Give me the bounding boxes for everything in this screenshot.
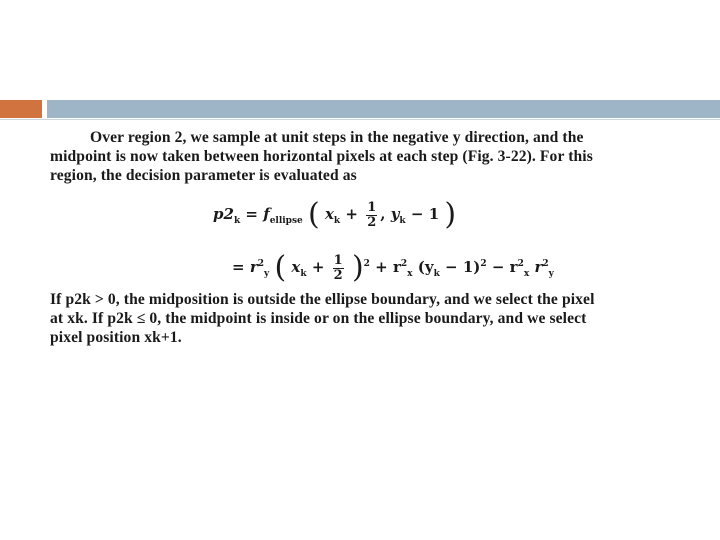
- paragraph-line: at xk. If p2k ≤ 0, the midpoint is inside or on the ellipse boundary, and we select: [50, 310, 587, 327]
- paragraph-line: region, the decision parameter is evaluated as: [50, 167, 357, 184]
- equation-decision-parameter: $p2_k = f_{ellipse}$ ( $x_k$ + $\frac{1}{2}$ , $y_k - 1$ ): [213, 197, 457, 232]
- header-title-bar: [47, 100, 720, 118]
- paragraph-line: pixel position xk+1.: [50, 329, 182, 346]
- paragraph-pixel-selection: [50, 290, 680, 347]
- paragraph-line: If p2k > 0, the midposition is outside the ellipse boundary, and we select the pixel: [50, 291, 595, 308]
- equation-decision-parameter-expanded: = $r^2_y$ ( $x_k$ + $\frac{1}{2}$ )$^2 + r^2_x$ $(y_k - 1)^2 - r^2_x$ $r^2_y$: [232, 250, 554, 285]
- paragraph-line: Over region 2, we sample at unit steps in the negative y direction, and the: [90, 129, 584, 146]
- paragraph-line: midpoint is now taken between horizontal pixels at each step (Fig. 3-22). For this: [50, 148, 593, 165]
- header-accent-bar: [0, 100, 42, 118]
- paragraph-region2-intro: [50, 128, 680, 185]
- header-underline: [0, 119, 720, 120]
